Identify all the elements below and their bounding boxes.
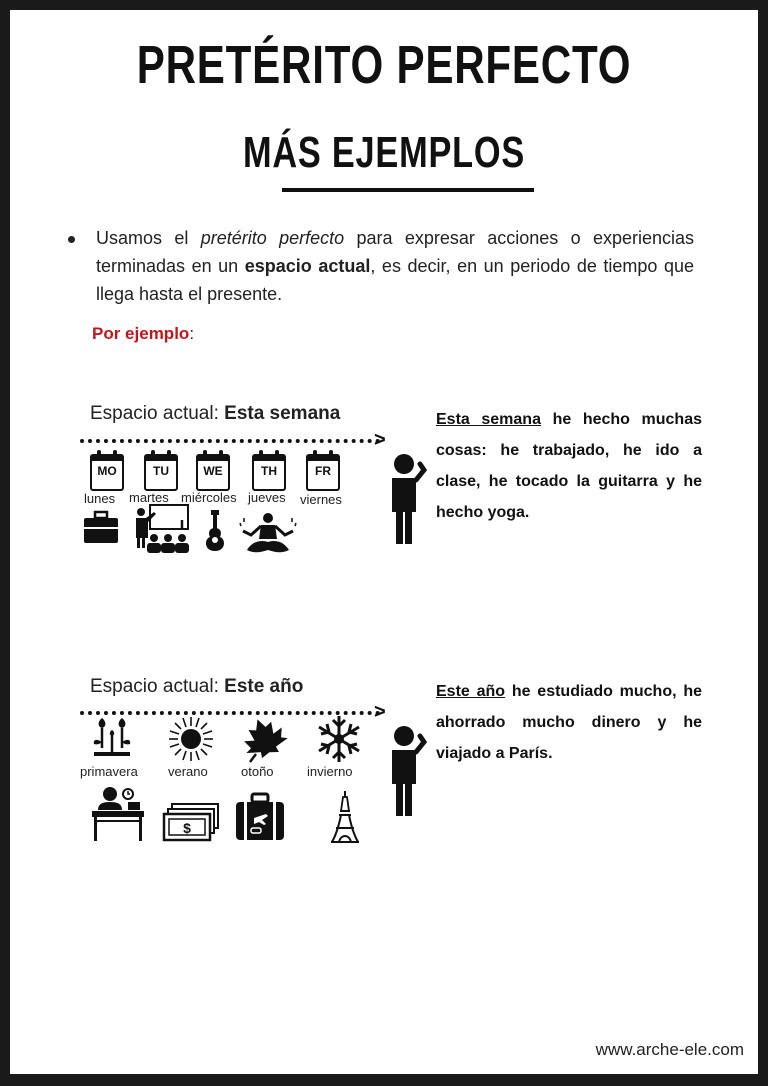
svg-text:$: $ xyxy=(183,820,191,836)
subtitle-underline xyxy=(282,188,534,192)
day-label: viernes xyxy=(300,492,342,507)
bullet-dot xyxy=(68,236,75,243)
day-label: lunes xyxy=(84,491,116,506)
example-colon: : xyxy=(189,324,195,343)
yoga-icon xyxy=(239,512,297,558)
season-label: verano xyxy=(168,764,208,779)
footer-url[interactable]: www.arche-ele.com xyxy=(595,1040,744,1059)
intro-bullet xyxy=(74,224,694,308)
section2-sentence xyxy=(436,676,702,769)
intro-text xyxy=(96,224,694,308)
intro-term: pretérito perfecto xyxy=(200,228,345,248)
season-label: invierno xyxy=(307,764,353,779)
season-label: otoño xyxy=(241,764,274,779)
guitar-icon xyxy=(203,510,227,558)
section2-sentence-rest: he estudiado mucho, he ahorrado mucho dinero y he viajado a París. xyxy=(436,683,703,762)
snowflake-icon xyxy=(315,714,363,764)
section1-sentence xyxy=(436,404,702,528)
day-label: miércoles xyxy=(181,490,237,505)
calendar-icon: FR xyxy=(306,450,340,486)
calendar-icon: TH xyxy=(252,450,286,486)
money-icon xyxy=(162,802,220,842)
intro-text-1: Usamos el xyxy=(96,228,201,248)
section1-sentence-rest: he hecho muchas cosas: he trabajado, he ido a clase, he tocado la guitarra y he hecho yoga. xyxy=(436,411,702,521)
intro-text-2: para expresar acciones o experiencias terminadas en un xyxy=(96,228,695,276)
thinking-person-icon xyxy=(384,726,430,818)
sun-icon xyxy=(168,716,214,762)
section2-sentence-time: Este año xyxy=(436,683,506,700)
section2-arrow-icon: > xyxy=(374,701,386,723)
season-label: primavera xyxy=(80,764,138,779)
briefcase-icon xyxy=(83,510,119,544)
intro-text-3: , es decir, en un periodo de tiempo que llega hasta el presente. xyxy=(96,256,695,304)
suitcase-icon xyxy=(234,792,286,842)
example-heading xyxy=(92,324,194,344)
calendar-icon: TU xyxy=(144,450,178,486)
section2-label-prefix: Espacio actual: xyxy=(90,676,225,697)
studying-desk-icon xyxy=(90,784,146,842)
page-title: PRETÉRITO PERFECTO xyxy=(136,35,632,95)
example-label: Por ejemplo xyxy=(92,324,190,343)
section2-label-bold: Este año xyxy=(224,676,304,697)
worksheet-page xyxy=(10,10,758,1074)
section1-label-prefix: Espacio actual: xyxy=(90,403,225,424)
section1-label xyxy=(90,403,340,425)
eiffel-tower-icon xyxy=(330,790,360,844)
page-subtitle: MÁS EJEMPLOS xyxy=(242,128,526,177)
intro-keyword: espacio actual xyxy=(244,256,371,276)
day-label: jueves xyxy=(248,490,286,505)
day-label: martes xyxy=(129,490,169,505)
calendar-icon: MO xyxy=(90,450,124,486)
thinking-person-icon xyxy=(384,454,430,546)
section1-label-bold: Esta semana xyxy=(224,403,341,424)
section1-timeline xyxy=(80,439,380,443)
section2-label xyxy=(90,676,303,698)
section1-sentence-time: Esta semana xyxy=(436,411,541,428)
maple-leaf-icon xyxy=(242,716,288,764)
classroom-teacher-icon xyxy=(132,504,192,556)
section1-arrow-icon: > xyxy=(374,429,386,451)
calendar-icon: WE xyxy=(196,450,230,486)
flowers-icon xyxy=(92,716,132,758)
